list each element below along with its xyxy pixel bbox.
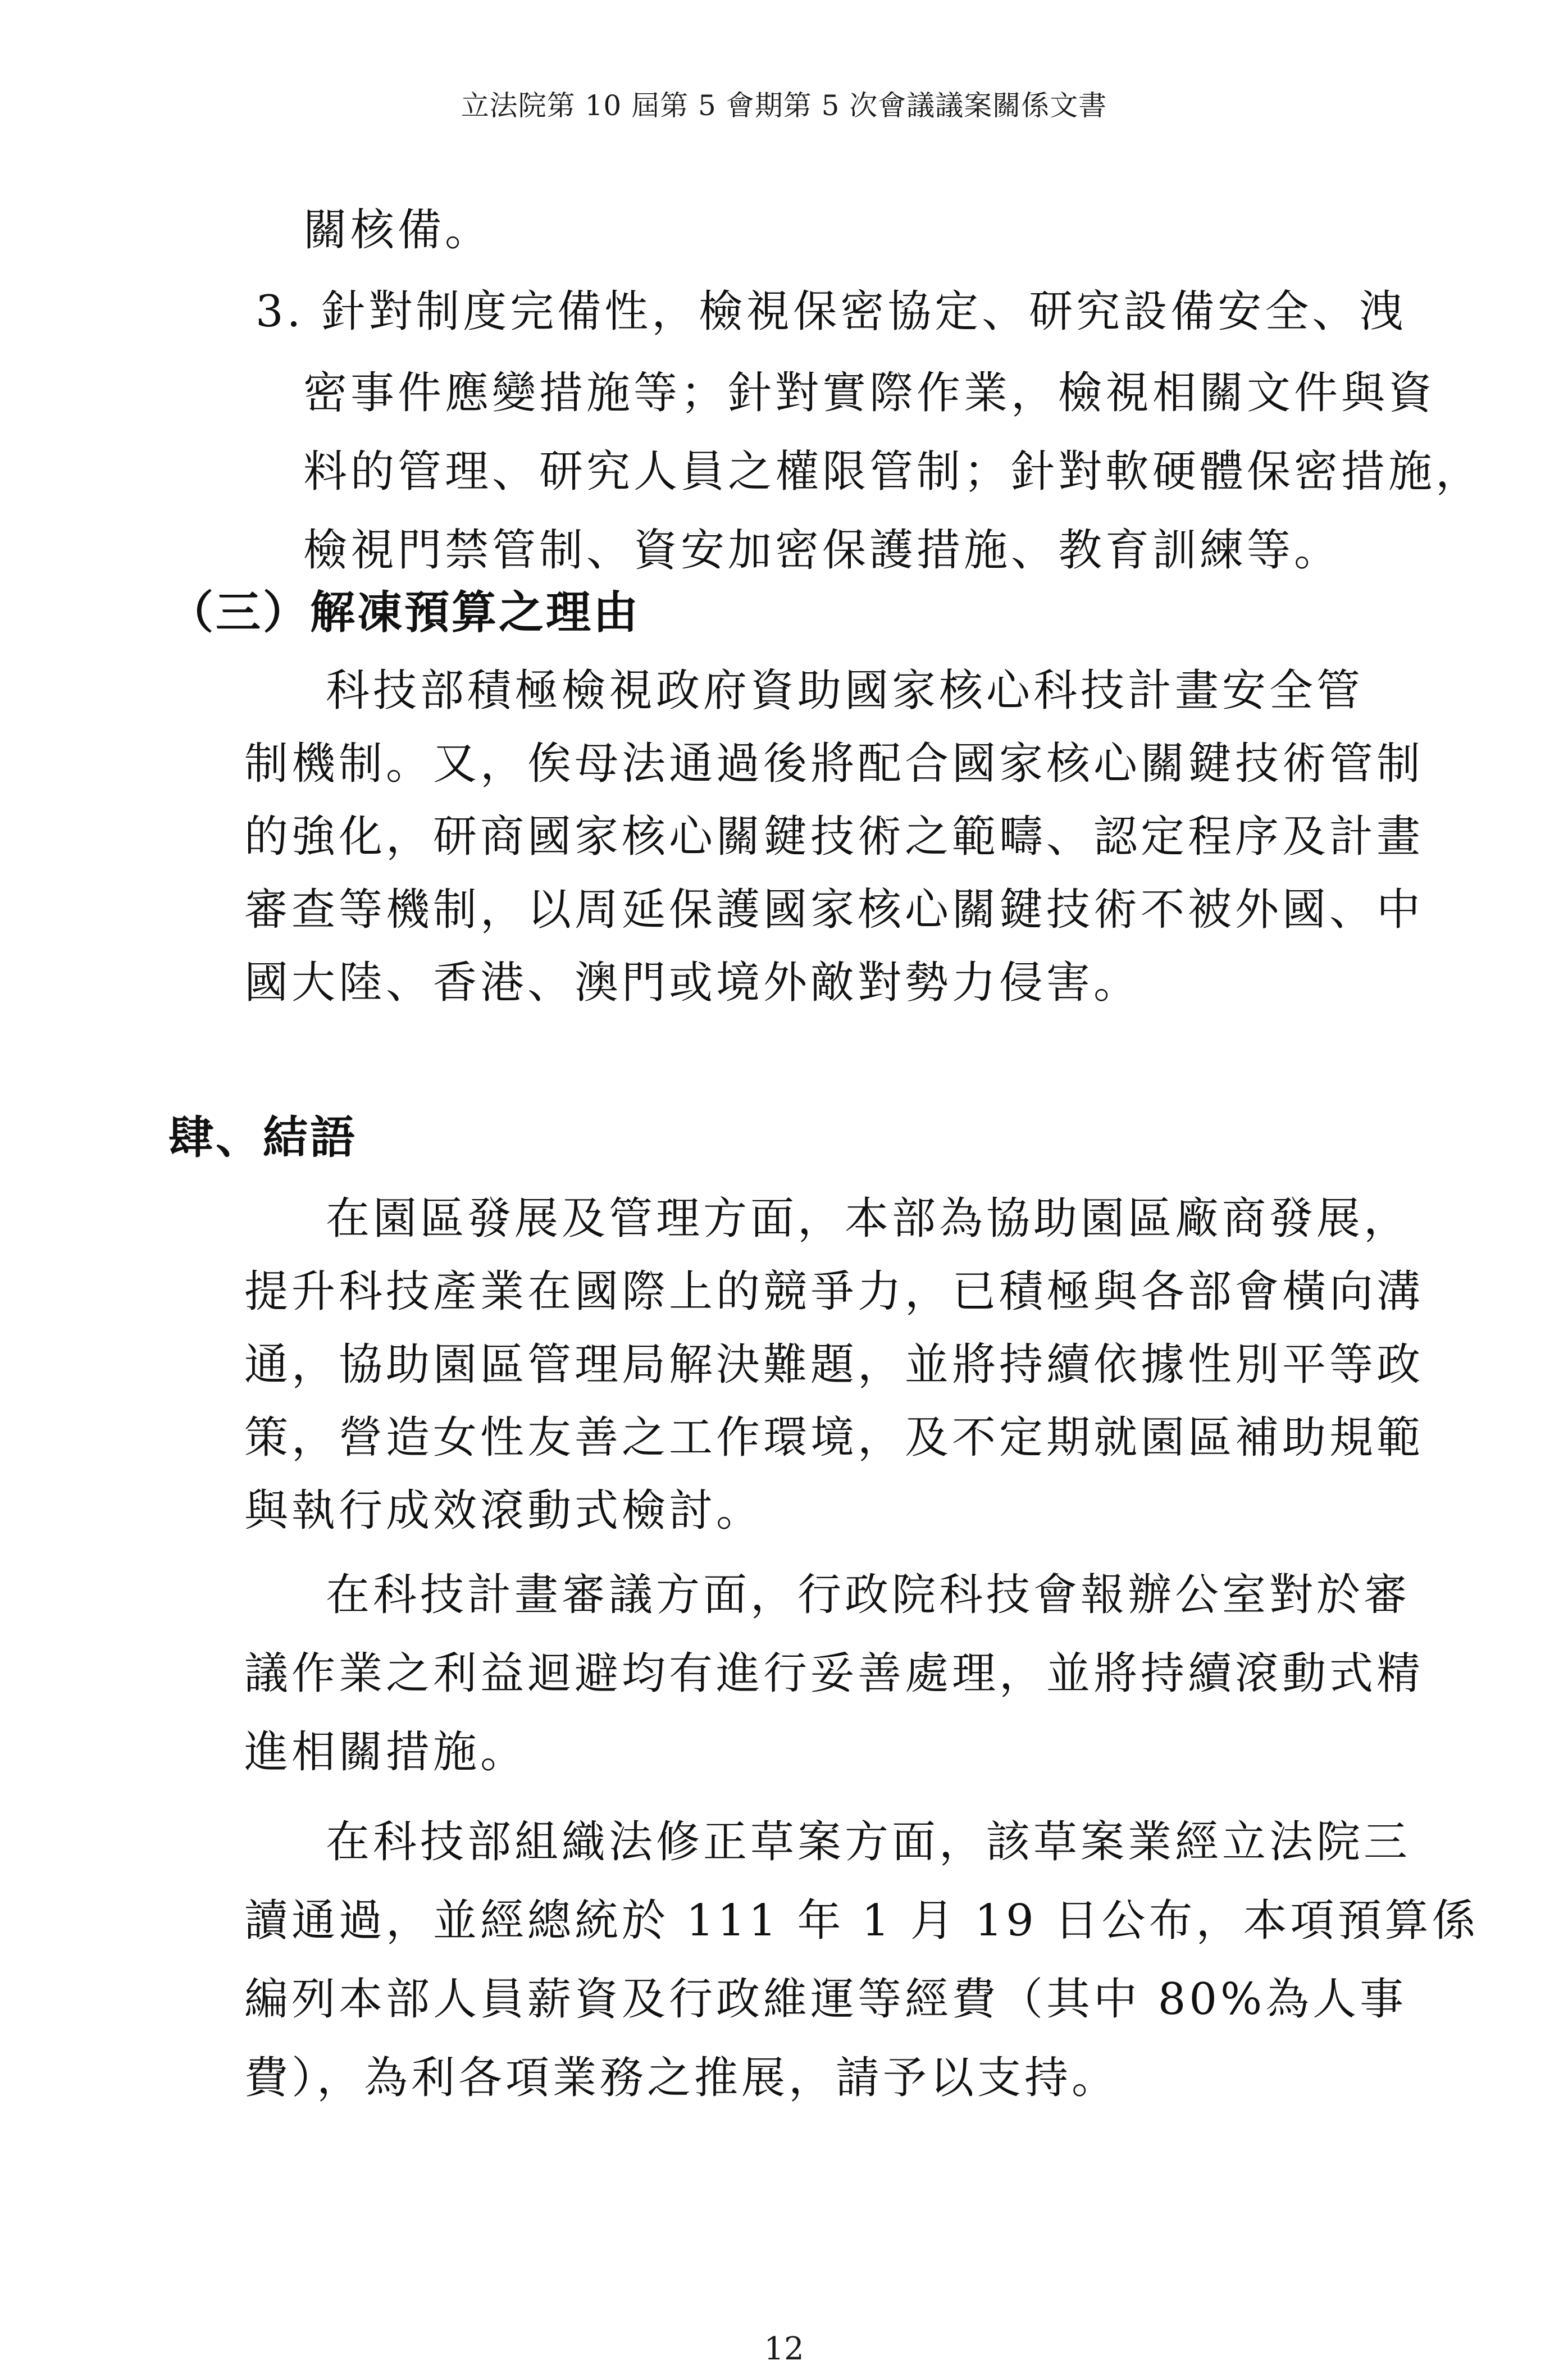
item3-line-4: 檢視門禁管制、資安加密保護措施、教育訓練等。 bbox=[303, 525, 1342, 576]
conclusion-p3-line-4: 費），為利各項業務之推展，請予以支持。 bbox=[244, 2053, 1119, 2103]
conclusion-p1-line-3: 通，協助園區管理局解決難題，並將持續依據性別平等政 bbox=[244, 1339, 1424, 1390]
section3-line-5: 國大陸、香港、澳門或境外敵對勢力侵害。 bbox=[244, 958, 1141, 1008]
conclusion-p2-line-1: 在科技計畫審議方面，行政院科技會報辦公室對於審 bbox=[326, 1570, 1411, 1620]
conclusion-p1-line-2: 提升科技產業在國際上的競爭力，已積極與各部會橫向溝 bbox=[244, 1266, 1424, 1317]
section3-line-3: 的強化，研商國家核心關鍵技術之範疇、認定程序及計畫 bbox=[244, 812, 1424, 862]
page-number: 12 bbox=[764, 2331, 804, 2367]
conclusion-p3-line-1: 在科技部組織法修正草案方面，該草案業經立法院三 bbox=[326, 1817, 1411, 1867]
page-header: 立法院第 10 屆第 5 會期第 5 次會議議案關係文書 bbox=[461, 89, 1107, 122]
item3-line-1: 3. 針對制度完備性，檢視保密協定、研究設備安全、洩 bbox=[256, 286, 1407, 337]
conclusion-p3-line-3: 編列本部人員薪資及行政維運等經費（其中 80%為人事 bbox=[244, 1974, 1407, 2025]
conclusion-p1-line-4: 策，營造女性友善之工作環境，及不定期就園區補助規範 bbox=[244, 1412, 1424, 1463]
item3-line-3: 料的管理、研究人員之權限管制；針對軟硬體保密措施， bbox=[303, 446, 1483, 497]
item3-line-2: 密事件應變措施等；針對實際作業，檢視相關文件與資 bbox=[303, 368, 1436, 418]
item2-tail: 關核備。 bbox=[303, 205, 493, 256]
conclusion-p2-line-2: 議作業之利益迴避均有進行妥善處理，並將持續滾動式精 bbox=[244, 1648, 1424, 1699]
section3-line-1: 科技部積極檢視政府資助國家核心科技計畫安全管 bbox=[326, 666, 1364, 716]
conclusion-p2-line-3: 進相關措施。 bbox=[244, 1727, 528, 1778]
conclusion-p3-line-2: 讀通過，並經總統於 111 年 1 月 19 日公布，本項預算係 bbox=[244, 1895, 1479, 1946]
section3-line-2: 制機制。又，俟母法通過後將配合國家核心關鍵技術管制 bbox=[244, 739, 1424, 789]
section4-heading: 肆、結語 bbox=[168, 1111, 357, 1164]
conclusion-p1-line-1: 在園區發展及管理方面，本部為協助園區廠商發展， bbox=[326, 1193, 1411, 1244]
section3-heading: （三）解凍預算之理由 bbox=[168, 586, 640, 639]
section3-line-4: 審查等機制，以周延保護國家核心關鍵技術不被外國、中 bbox=[244, 885, 1424, 935]
conclusion-p1-line-5: 與執行成效滾動式檢討。 bbox=[244, 1486, 764, 1536]
